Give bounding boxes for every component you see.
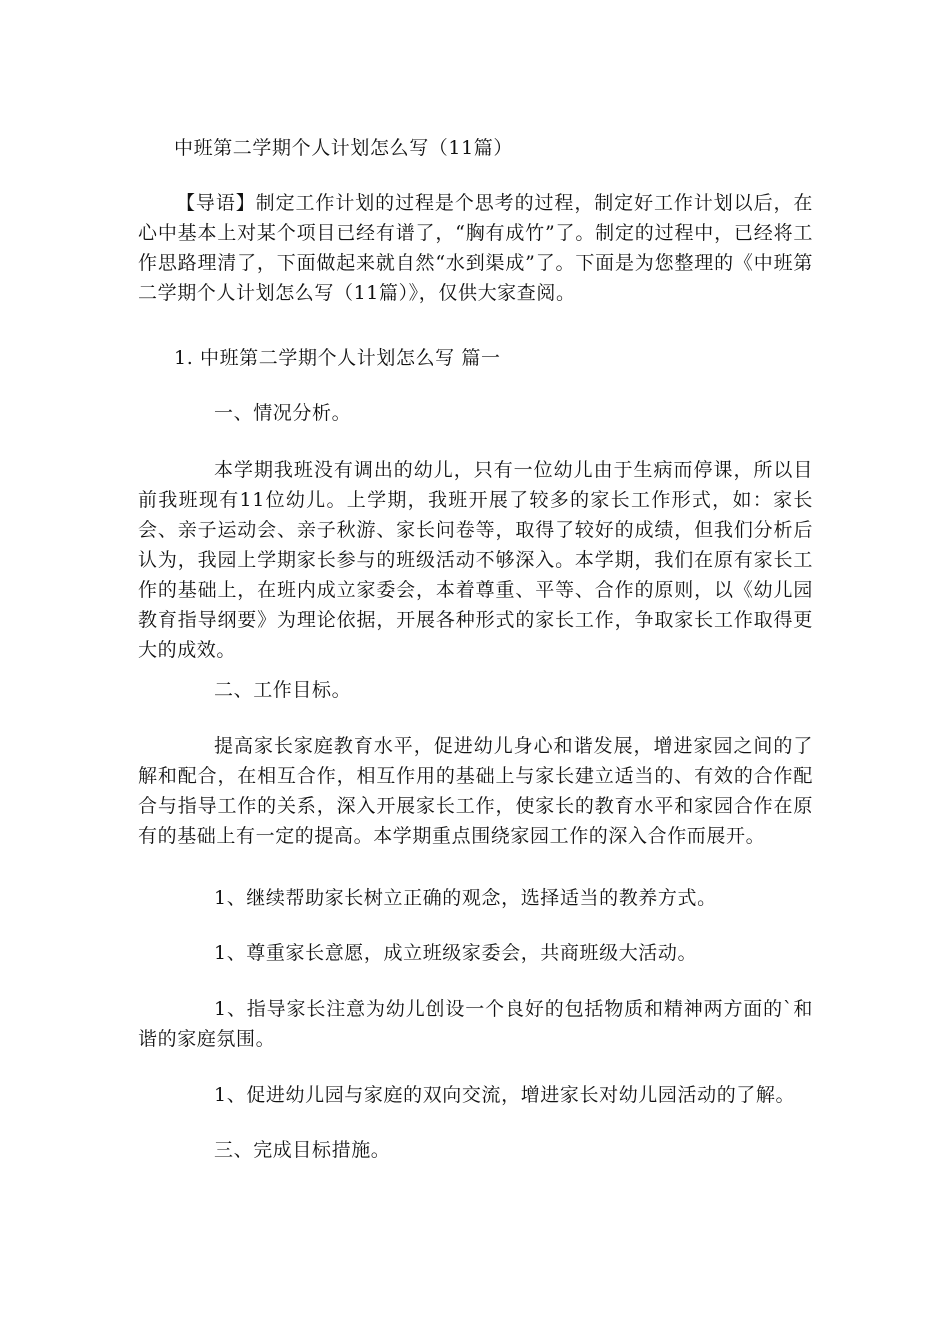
goal-item: 1、继续帮助家长树立正确的观念，选择适当的教养方式。 xyxy=(214,887,717,909)
goal-item: 1、促进幼儿园与家庭的双向交流，增进家长对幼儿园活动的了解。 xyxy=(214,1084,796,1106)
heading-goals: 二、工作目标。 xyxy=(214,679,352,701)
section-title: 1. 中班第二学期个人计划怎么写 篇一 xyxy=(174,347,501,369)
document-title: 中班第二学期个人计划怎么写（11篇） xyxy=(174,137,513,159)
paragraph-situation: 本学期我班没有调出的幼儿，只有一位幼儿由于生病而停课，所以目前我班现有11位幼儿。上学期，我班开展了较多的家长工作形式，如：家长会、亲子运动会、亲子秋游、家长问卷等，取得了较好的成绩，但我们分析后认为，我园上学期家长参与的班级活动不够深入。本学期，我们在原有家长工作的基础上，在班内成立家委会，本着尊重、平等、合作的原则，以《幼儿园教育指导纲要》为理论依据，开展各种形式的家长工作，争取家长工作取得更大的成效。 xyxy=(138,459,813,661)
goal-item: 1、尊重家长意愿，成立班级家委会，共商班级大活动。 xyxy=(214,942,698,964)
heading-measures: 三、完成目标措施。 xyxy=(214,1139,391,1161)
goal-item: 1、指导家长注意为幼儿创设一个良好的包括物质和精神两方面的`和谐的家庭氛围。 xyxy=(138,998,813,1050)
intro-paragraph: 【导语】制定工作计划的过程是个思考的过程，制定好工作计划以后，在心中基本上对某个项目已经有谱了，“胸有成竹”了。制定的过程中，已经将工作思路理清了，下面做起来就自然“水到渠成”了。下面是为您整理的《中班第二学期个人计划怎么写（11篇）》，仅供大家查阅。 xyxy=(138,192,813,304)
heading-situation: 一、情况分析。 xyxy=(214,402,352,424)
paragraph-goals: 提高家长家庭教育水平，促进幼儿身心和谐发展，增进家园之间的了解和配合，在相互合作，相互作用的基础上与家长建立适当的、有效的合作配合与指导工作的关系，深入开展家长工作，使家长的教育水平和家园合作在原有的基础上有一定的提高。本学期重点围绕家园工作的深入合作而展开。 xyxy=(138,735,813,847)
